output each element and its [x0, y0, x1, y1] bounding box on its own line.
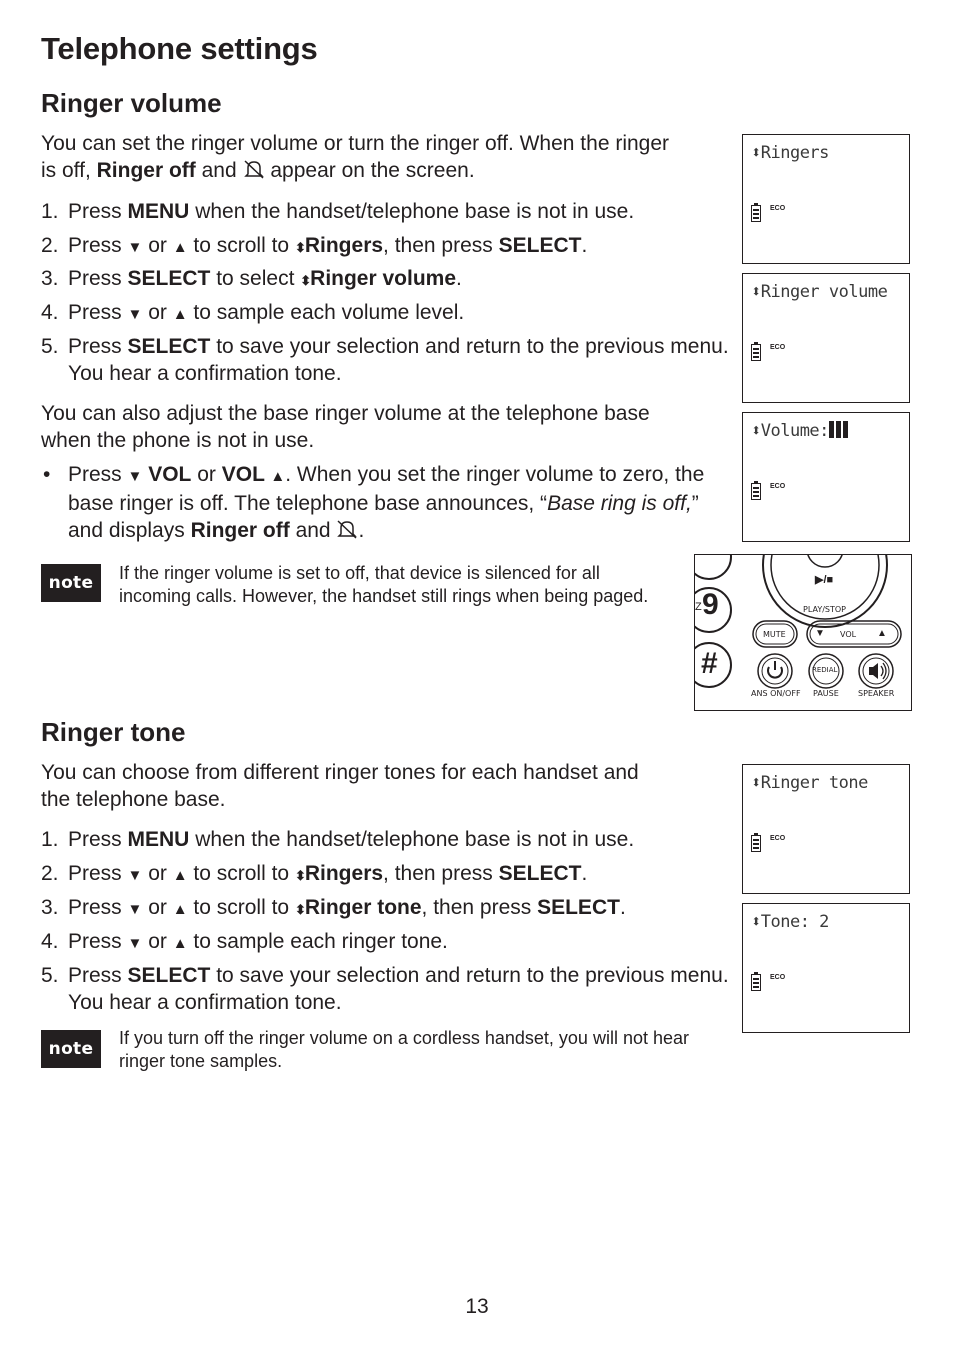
- redial-label: REDIAL: [812, 666, 838, 674]
- battery-icon: [751, 974, 761, 991]
- list-item: 4. Press ▼ or ▲ to sample each ringer tone.: [41, 930, 448, 953]
- lcd-text: ⬍Ringer volume: [751, 282, 888, 302]
- ringer-volume-heading: Ringer volume: [41, 88, 222, 118]
- up-down-icon: ⬍: [294, 868, 305, 883]
- list-item: 3. Press SELECT to select ⬍Ringer volume.: [41, 267, 462, 290]
- ringer-volume-intro: You can set the ringer volume or turn the ringer off. When the ringer is off, Ringer off and appear on the screen.: [41, 132, 670, 182]
- up-down-icon: ⬍: [294, 240, 305, 255]
- vol-label: VOL: [840, 630, 857, 639]
- battery-icon: [751, 344, 761, 361]
- base-volume-text: You can also adjust the base ringer volume at the telephone base when the phone is not in use.: [41, 402, 650, 452]
- play-stop-label: PLAY/STOP: [803, 605, 846, 614]
- vol-down-icon: ▼: [815, 628, 825, 639]
- key-9-letter: Z: [695, 601, 702, 613]
- lcd-text: ⬍Ringer tone: [751, 773, 868, 793]
- page-number: 13: [465, 1295, 489, 1318]
- lcd-screen: [742, 134, 910, 264]
- up-arrow-icon: ▲: [172, 935, 188, 952]
- eco-indicator: ECO: [770, 344, 786, 351]
- up-arrow-icon: ▲: [270, 468, 286, 485]
- battery-icon: [751, 483, 761, 500]
- down-arrow-icon: ▼: [127, 867, 143, 884]
- ringer-tone-intro: You can choose from different ringer tones for each handset and the telephone base.: [41, 761, 639, 811]
- lcd-screen: [742, 273, 910, 403]
- lcd-text: ⬍Ringers: [751, 143, 829, 163]
- lcd-screen: [742, 412, 910, 542]
- ringer-off-icon: [336, 519, 358, 539]
- list-item: 2. Press ▼ or ▲ to scroll to ⬍Ringers, then press SELECT.: [41, 234, 588, 257]
- ringer-off-icon: [243, 159, 265, 179]
- list-item: 1. Press MENU when the handset/telephone base is not in use.: [41, 828, 635, 851]
- battery-icon: [751, 205, 761, 222]
- up-arrow-icon: ▲: [172, 239, 188, 256]
- down-arrow-icon: ▼: [127, 901, 143, 918]
- down-arrow-icon: ▼: [127, 239, 143, 256]
- up-down-icon: ⬍: [294, 902, 305, 917]
- battery-icon: [751, 835, 761, 852]
- list-item: 3. Press ▼ or ▲ to scroll to ⬍Ringer tone, then press SELECT.: [41, 896, 626, 919]
- lcd-text: ⬍Volume:: [751, 421, 850, 443]
- lcd-text: ⬍Tone: 2: [751, 912, 829, 932]
- eco-indicator: ECO: [770, 835, 786, 842]
- speaker-label: SPEAKER: [858, 689, 895, 698]
- note-badge: note: [41, 564, 101, 602]
- list-item: 2. Press ▼ or ▲ to scroll to ⬍Ringers, then press SELECT.: [41, 862, 588, 885]
- down-arrow-icon: ▼: [127, 935, 143, 952]
- note-badge: note: [41, 1030, 101, 1068]
- down-arrow-icon: ▼: [127, 306, 143, 323]
- list-item: 5. Press SELECT to save your selection and return to the previous menu. You hear a confirmation tone.: [41, 964, 729, 1014]
- list-item: 5. Press SELECT to save your selection and return to the previous menu. You hear a confirmation tone.: [41, 335, 729, 385]
- page-title: Telephone settings: [41, 31, 318, 66]
- up-down-icon: ⬍: [300, 273, 311, 288]
- up-arrow-icon: ▲: [172, 901, 188, 918]
- note-text: If the ringer volume is set to off, that device is silenced for all incoming calls. However, the handset still rings when being paged.: [119, 563, 649, 606]
- key-9: 9: [702, 588, 719, 621]
- note-text: If you turn off the ringer volume on a cordless handset, you will not hear ringer tone samples.: [119, 1028, 689, 1071]
- up-arrow-icon: ▲: [172, 867, 188, 884]
- list-item: 4. Press ▼ or ▲ to sample each volume level.: [41, 301, 465, 324]
- lcd-screen: [742, 903, 910, 1033]
- volume-bars: [829, 421, 850, 443]
- vol-up-icon: ▲: [877, 628, 887, 639]
- list-item: • Press ▼ VOL or VOL ▲. When you set the ringer volume to zero, the base ringer is off. The telephone base announces, “Base ring is off,” and displays Ringer off and .: [43, 463, 705, 542]
- key-hash: #: [701, 647, 718, 680]
- play-stop-icon: ▶/■: [815, 574, 834, 586]
- eco-indicator: ECO: [770, 974, 786, 981]
- down-arrow-icon: ▼: [127, 468, 143, 485]
- eco-indicator: ECO: [770, 483, 786, 490]
- telephone-base-illustration: [694, 554, 912, 711]
- lcd-screen: [742, 764, 910, 894]
- eco-indicator: ECO: [770, 205, 786, 212]
- ringer-tone-heading: Ringer tone: [41, 717, 186, 747]
- list-item: 1. Press MENU when the handset/telephone base is not in use.: [41, 200, 635, 223]
- pause-label: PAUSE: [813, 689, 839, 698]
- mute-label: MUTE: [763, 630, 786, 639]
- ans-onoff-label: ANS ON/OFF: [751, 689, 801, 698]
- up-arrow-icon: ▲: [172, 306, 188, 323]
